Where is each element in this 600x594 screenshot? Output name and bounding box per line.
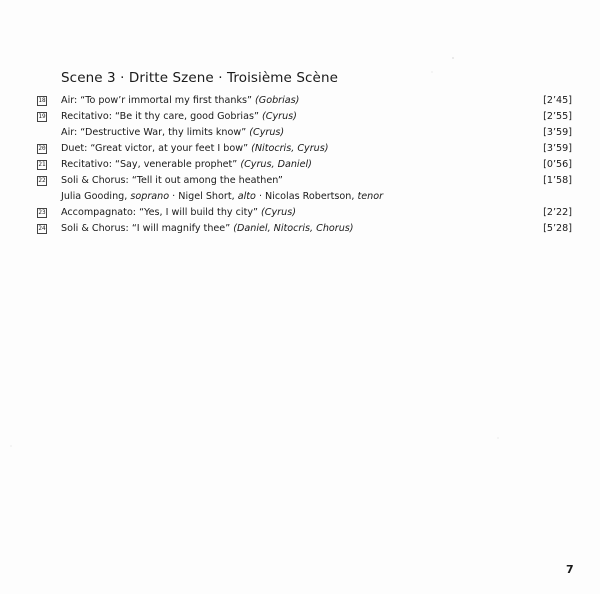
track-row [37,125,572,141]
track-title-text: Accompagnato: “Yes, I will build thy city” [61,207,258,218]
track-number-box: 18 [38,97,46,104]
track-duration: [5’28] [543,223,572,234]
singer-name: Nigel Short, [178,191,235,202]
track-title-text: Air: “Destructive War, thy limits know” [61,127,247,138]
singer-name: Nicolas Robertson, [265,191,355,202]
track-title [61,125,284,141]
track-duration: [1’58] [543,175,572,186]
track-title-text: Recitativo: “Be it thy care, good Gobrias” [61,111,259,122]
separator: · [255,191,266,202]
track-duration: [2’45] [543,95,572,106]
track-title [61,221,354,237]
paper-speck [11,446,12,447]
track-duration: [3’59] [543,127,572,138]
track-duration: [0’56] [543,159,572,170]
track-title [61,93,299,109]
voice-type: soprano [130,191,170,202]
cast-list [61,189,383,205]
track-row [37,221,572,237]
track-row [37,205,572,221]
paper-speck [498,438,499,439]
track-row [37,141,572,157]
page-number: 7 [566,563,574,576]
track-row [37,93,572,109]
track-performers: (Cyrus) [262,111,297,122]
track-performers: (Cyrus) [261,207,296,218]
track-row [37,173,572,189]
cast-row [37,189,572,205]
track-number-box: 20 [38,145,46,152]
paper-speck [452,57,453,58]
track-number-box: 22 [38,177,46,184]
track-title [61,205,296,221]
track-number-box: 21 [38,161,46,168]
track-title [61,157,312,173]
track-number-box: 23 [38,209,46,216]
track-performers: (Nitocris, Cyrus) [251,143,329,154]
track-list [37,93,572,237]
track-number-box: 19 [38,113,46,120]
track-title [61,173,283,189]
track-performers: (Gobrias) [255,95,300,106]
track-title-text: Duet: “Great victor, at your feet I bow” [61,143,249,154]
track-duration: [2’22] [543,207,572,218]
track-duration: [2’55] [543,111,572,122]
voice-type: alto [237,191,256,202]
voice-type: tenor [357,191,384,202]
track-row [37,157,572,173]
track-title [61,109,297,125]
track-performers: (Daniel, Nitocris, Chorus) [233,223,354,234]
track-title-text: Recitativo: “Say, venerable prophet” [61,159,238,170]
separator: · [169,191,179,202]
track-title-text: Soli & Chorus: “I will magnify thee” [61,223,231,234]
track-title-text: Air: “To pow’r immortal my first thanks” [61,95,252,106]
singer-name: Julia Gooding, [61,191,128,202]
paper-speck [432,72,433,73]
track-duration: [3’59] [543,143,572,154]
track-row [37,109,572,125]
track-performers: (Cyrus, Daniel) [240,159,312,170]
track-title [61,141,328,157]
track-number-box: 24 [38,225,46,232]
scene-heading: Scene 3 · Dritte Szene · Troisième Scène [61,70,339,86]
track-title-text: Soli & Chorus: “Tell it out among the heathen” [61,175,283,186]
track-performers: (Cyrus) [249,127,285,138]
